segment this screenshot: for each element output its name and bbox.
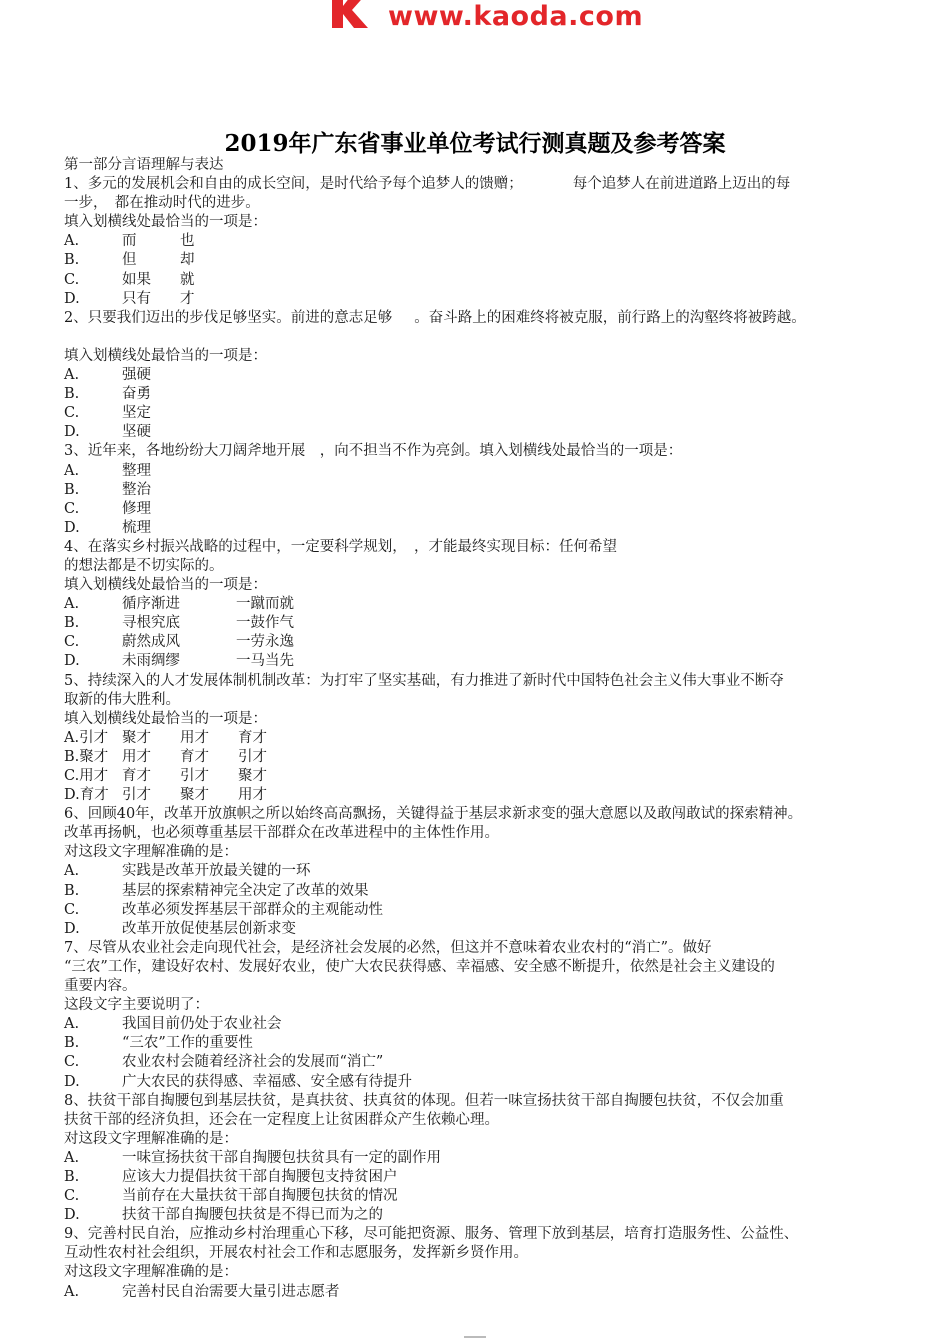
option-letter: C. <box>64 500 80 517</box>
blank-line <box>64 328 914 347</box>
question-text: 1、多元的发展机会和自由的成长空间，是时代给予每个追梦人的馈赠； <box>64 176 523 193</box>
question-2-prompt: 填入划横线处最恰当的一项是： <box>64 347 267 364</box>
section-heading: 第一部分言语理解与表达 <box>64 157 224 173</box>
option-text: 育才 <box>180 748 209 765</box>
option-letter: D. <box>64 519 80 536</box>
option-letter: D. <box>64 1073 80 1090</box>
document-body <box>64 156 914 1302</box>
option-text: 而 <box>122 233 137 250</box>
option-letter: D. <box>64 424 80 441</box>
option-letter: B. <box>64 252 80 269</box>
option-a[interactable] <box>64 462 914 481</box>
option-a[interactable] <box>64 595 914 614</box>
option-letter: C. <box>64 1188 80 1205</box>
option-letter: A. <box>64 233 80 250</box>
option-text: 坚硬 <box>122 424 151 441</box>
option-b[interactable] <box>64 385 914 404</box>
question-text: 2、只要我们迈出的步伐足够坚实。前进的意志足够 <box>64 309 393 326</box>
question-7-stem: 7、尽管从农业社会走向现代社会，是经济社会发展的必然，但这并不意味着农业农村的“消亡”。做好 <box>64 939 712 956</box>
option-d[interactable] <box>64 1073 914 1092</box>
option-letter: A. <box>64 1016 80 1033</box>
option-a[interactable] <box>64 729 914 748</box>
option-b[interactable] <box>64 748 914 767</box>
option-text: 改革必须发挥基层干部群众的主观能动性 <box>122 901 383 918</box>
option-text: 育才 <box>122 768 151 784</box>
option-text: 聚才 <box>238 768 267 784</box>
option-text: 也 <box>180 233 195 250</box>
option-a[interactable] <box>64 1149 914 1168</box>
option-text: 才 <box>180 290 195 307</box>
option-text: 应该大力提倡扶贫干部自掏腰包支持贫困户 <box>122 1168 398 1185</box>
option-text: 强硬 <box>122 367 151 384</box>
option-text: 循序渐进 <box>122 596 180 613</box>
option-text: 基层的探索精神完全决定了改革的效果 <box>122 882 369 899</box>
option-letter: C. <box>64 901 80 918</box>
page-footer-mark <box>464 1336 486 1338</box>
question-9-stem: 9、完善村民自治，应推动乡村治理重心下移，尽可能把资源、服务、管理下放到基层，培育打造服务性、公益性、 <box>64 1226 799 1243</box>
option-letter: C. <box>64 405 80 422</box>
option-letter: D. <box>64 920 80 937</box>
option-b[interactable] <box>64 1168 914 1187</box>
question-3-stem: 3、近年来，各地纷纷大刀阔斧地开展 ，向不担当不作为亮剑。填入划横线处最恰当的一项是： <box>64 443 683 460</box>
site-logo[interactable] <box>330 0 660 36</box>
option-letter: C. <box>64 1054 80 1071</box>
option-letter: B. <box>64 1168 80 1185</box>
option-text: 但 <box>122 252 137 269</box>
option-d[interactable] <box>64 1206 914 1225</box>
option-letter: A. <box>64 367 80 384</box>
option-text: 引才 <box>180 768 209 784</box>
question-6-prompt: 对这段文字理解准确的是： <box>64 844 238 861</box>
option-b[interactable] <box>64 251 914 270</box>
option-text: 用才 <box>180 729 209 746</box>
question-text: 每个追梦人在前进道路上迈出的每 <box>572 176 791 193</box>
option-text: 实践是改革开放最关键的一环 <box>122 863 311 880</box>
option-b[interactable] <box>64 1034 914 1053</box>
option-letter: A. <box>64 1149 80 1166</box>
option-letter: B. <box>64 481 80 498</box>
page-title: 2019年广东省事业单位考试行测真题及参考答案 <box>224 130 726 157</box>
option-text: 一马当先 <box>236 653 294 670</box>
option-d[interactable] <box>64 423 914 442</box>
option-text: 完善村民自治需要大量引进志愿者 <box>122 1283 340 1300</box>
question-2-stem <box>64 309 914 328</box>
option-letter: A. <box>64 1283 80 1300</box>
option-letter: B. <box>64 386 80 403</box>
option-c[interactable] <box>64 404 914 423</box>
option-text: 用才 <box>122 748 151 765</box>
option-c[interactable] <box>64 500 914 519</box>
option-text: 扶贫干部自掏腰包扶贫是不得已而为之的 <box>122 1207 383 1224</box>
option-text: 寻根究底 <box>122 615 180 632</box>
option-a[interactable] <box>64 232 914 251</box>
question-8-stem: 8、扶贫干部自掏腰包到基层扶贫，是真扶贫、扶真贫的体现。但若一味宣扬扶贫干部自掏腰包扶贫，不仅会加重 <box>64 1092 784 1109</box>
option-letter: C. <box>64 271 80 288</box>
option-text: 奋勇 <box>122 386 151 403</box>
question-4-prompt: 填入划横线处最恰当的一项是： <box>64 577 267 594</box>
option-a[interactable] <box>64 366 914 385</box>
question-4-stem: 4、在落实乡村振兴战略的过程中，一定要科学规划， ，才能最终实现目标：任何希望 <box>64 538 617 555</box>
option-text: A.引才 <box>64 729 109 746</box>
question-1-stem-cont: 一步， 都在推动时代的进步。 <box>64 195 260 212</box>
question-4-stem-cont: 的想法都是不切实际的。 <box>64 557 224 574</box>
option-text: 广大农民的获得感、幸福感、安全感有待提升 <box>122 1073 412 1090</box>
option-letter: C. <box>64 634 80 651</box>
question-9-stem-cont: 互动性农村社会组织，开展农村社会工作和志愿服务，发挥新乡贤作用。 <box>64 1245 528 1262</box>
option-text: 引才 <box>122 787 151 804</box>
option-text: 一蹴而就 <box>236 596 294 613</box>
question-1-stem <box>64 175 914 194</box>
option-d[interactable] <box>64 652 914 671</box>
option-text: 只有 <box>122 290 151 307</box>
option-text: 聚才 <box>180 787 209 804</box>
option-letter: D. <box>64 290 80 307</box>
option-letter: D. <box>64 653 80 670</box>
option-text: 整治 <box>122 481 151 498</box>
option-letter: B. <box>64 882 80 899</box>
option-text: 当前存在大量扶贫干部自掏腰包扶贫的情况 <box>122 1188 398 1205</box>
option-c[interactable] <box>64 767 914 786</box>
question-1-prompt: 填入划横线处最恰当的一项是： <box>64 214 267 231</box>
option-text: B.聚才 <box>64 748 109 765</box>
option-text: 一鼓作气 <box>236 615 294 632</box>
question-7-stem-cont: “三农”工作，建设好农村、发展好农业，使广大农民获得感、幸福感、安全感不断提升，依然是社会主义建设的 <box>64 958 775 975</box>
option-text: 如果 <box>122 271 151 288</box>
question-8-stem-cont: 扶贫干部的经济负担，还会在一定程度上让贫困群众产生依赖心理。 <box>64 1111 499 1128</box>
option-text: D.育才 <box>64 787 109 804</box>
option-text: C.用才 <box>64 768 109 784</box>
option-c[interactable] <box>64 633 914 652</box>
option-b[interactable] <box>64 481 914 500</box>
option-letter: B. <box>64 1035 80 1052</box>
option-a[interactable] <box>64 862 914 881</box>
option-text: 我国目前仍处于农业社会 <box>122 1016 282 1033</box>
question-7-prompt: 这段文字主要说明了： <box>64 997 209 1014</box>
option-text: 引才 <box>238 748 267 765</box>
question-8-prompt: 对这段文字理解准确的是： <box>64 1130 238 1147</box>
option-b[interactable] <box>64 614 914 633</box>
question-5-prompt: 填入划横线处最恰当的一项是： <box>64 710 267 727</box>
question-text: 。奋斗路上的困难终将被克服，前行路上的沟壑终将被跨越。 <box>414 309 806 326</box>
option-letter: B. <box>64 615 80 632</box>
option-c[interactable] <box>64 271 914 290</box>
option-letter: A. <box>64 462 80 479</box>
option-d[interactable] <box>64 290 914 309</box>
option-letter: A. <box>64 596 80 613</box>
question-6-stem: 6、回顾40年，改革开放旗帜之所以始终高高飘扬，关键得益于基层求新求变的强大意愿以及敢闯敢试的探索精神。 <box>64 806 803 823</box>
option-text: 农业农村会随着经济社会的发展而“消亡” <box>122 1054 384 1071</box>
option-text: 一味宣扬扶贫干部自掏腰包扶贫具有一定的副作用 <box>122 1149 441 1166</box>
question-6-stem-cont: 改革再扬帆，也必须尊重基层干部群众在改革进程中的主体性作用。 <box>64 825 499 842</box>
question-7-stem-cont: 重要内容。 <box>64 978 137 995</box>
option-text: 聚才 <box>122 729 151 746</box>
option-text: 却 <box>180 252 195 269</box>
option-c[interactable] <box>64 1187 914 1206</box>
option-text: 坚定 <box>122 405 151 422</box>
question-9-prompt: 对这段文字理解准确的是： <box>64 1264 238 1281</box>
option-letter: D. <box>64 1207 80 1224</box>
option-text: 就 <box>180 271 195 288</box>
option-text: 育才 <box>238 729 267 746</box>
question-5-stem-cont: 取新的伟大胜利。 <box>64 691 180 708</box>
option-text: 一劳永逸 <box>236 634 294 651</box>
option-a[interactable] <box>64 1283 914 1302</box>
logo-k-icon <box>330 0 370 28</box>
site-url: www.kaoda.com <box>388 1 644 32</box>
option-text: 改革开放促使基层创新求变 <box>122 920 296 937</box>
option-text: 修理 <box>122 500 151 517</box>
question-5-stem: 5、持续深入的人才发展体制机制改革：为打牢了坚实基础，有力推进了新时代中国特色社会主义伟大事业不断夺 <box>64 672 784 689</box>
option-a[interactable] <box>64 1015 914 1034</box>
option-text: 未雨绸缪 <box>122 653 180 670</box>
option-text: 蔚然成风 <box>122 634 180 651</box>
option-c[interactable] <box>64 901 914 920</box>
option-letter: A. <box>64 863 80 880</box>
option-text: 梳理 <box>122 519 151 536</box>
option-b[interactable] <box>64 882 914 901</box>
option-text: 用才 <box>238 787 267 804</box>
option-c[interactable] <box>64 1053 914 1072</box>
option-d[interactable] <box>64 786 914 805</box>
option-text: 整理 <box>122 462 151 479</box>
option-d[interactable] <box>64 519 914 538</box>
option-d[interactable] <box>64 920 914 939</box>
option-text: “三农”工作的重要性 <box>122 1035 253 1052</box>
